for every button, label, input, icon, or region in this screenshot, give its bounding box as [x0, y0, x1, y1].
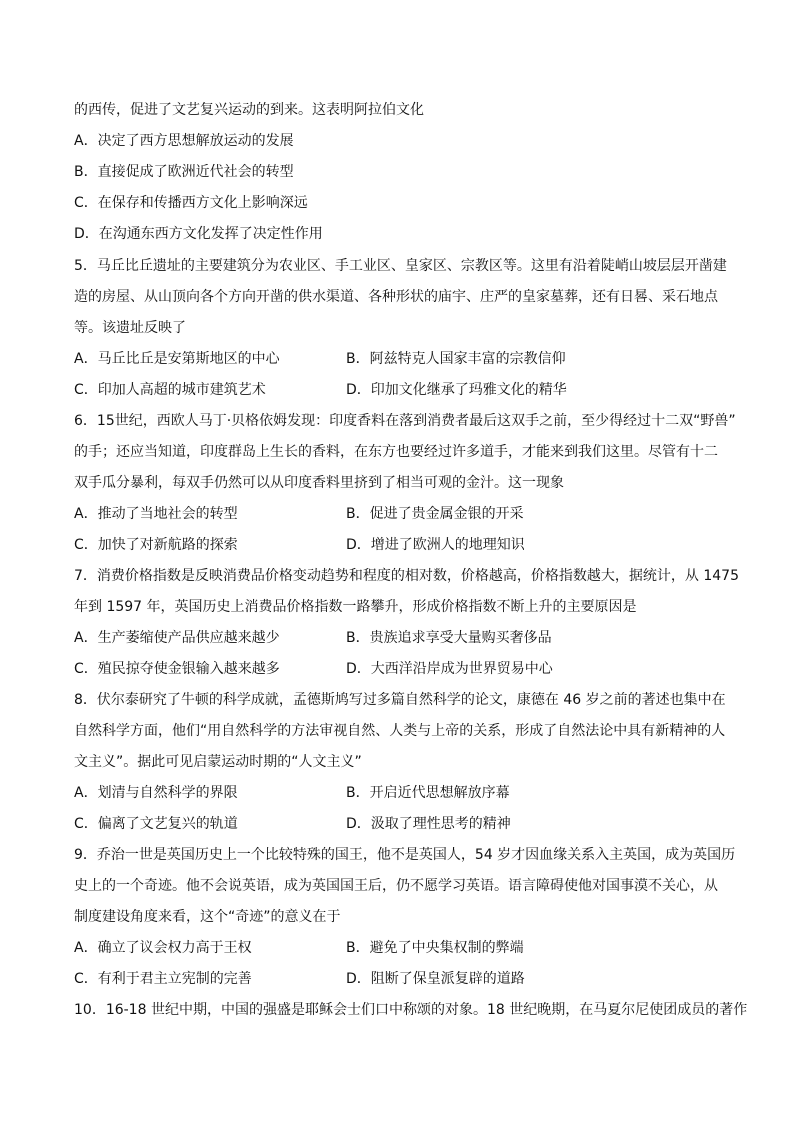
option-line-right: D．印加文化继承了玛雅文化的精华 — [346, 382, 567, 398]
text-line: 等。该遗址反映了 — [74, 320, 186, 336]
text-line: C．在保存和传播西方文化上影响深远 — [74, 195, 308, 211]
option-line-right: D．阻断了保皇派复辟的道路 — [346, 971, 525, 987]
text-line: C．印加人高超的城市建筑艺术 — [74, 382, 266, 398]
option-line-right: D．增进了欧洲人的地理知识 — [346, 537, 525, 553]
text-line: 自然科学方面，他们“用自然科学的方法审视自然、人类与上帝的关系，形成了自然法论中具有新精神的人 — [74, 723, 726, 739]
text-line: 文主义”。据此可见启蒙运动时期的“人文主义” — [74, 754, 362, 770]
text-line: 8．伏尔泰研究了牛顿的科学成就，孟德斯鸠写过多篇自然科学的论文，康德在 46 岁之前的著述也集中在 — [74, 692, 726, 708]
option-line-right: D．大西洋沿岸成为世界贸易中心 — [346, 661, 553, 677]
text-line: C．加快了对新航路的探索 — [74, 537, 238, 553]
text-line: A．确立了议会权力高于王权 — [74, 940, 252, 956]
text-line: 双手瓜分暴利，每双手仍然可以从印度香料里挤到了相当可观的金汁。这一现象 — [74, 475, 564, 491]
text-line: C．殖民掠夺使金银输入越来越多 — [74, 661, 280, 677]
option-line-right: B．避免了中央集权制的弊端 — [346, 940, 524, 956]
text-line: C．偏离了文艺复兴的轨道 — [74, 816, 238, 832]
text-line: 的手；还应当知道，印度群岛上生长的香料，在东方也要经过许多道手，才能来到我们这里。尽管有十二 — [74, 444, 718, 460]
text-line: A．划清与自然科学的界限 — [74, 785, 238, 801]
option-line-right: B．阿兹特克人国家丰富的宗教信仰 — [346, 351, 566, 367]
text-line: B．直接促成了欧洲近代社会的转型 — [74, 164, 294, 180]
text-line: A．推动了当地社会的转型 — [74, 506, 238, 522]
option-line-right: B．开启近代思想解放序幕 — [346, 785, 510, 801]
text-line: 6．15世纪，西欧人马丁·贝格依姆发现：印度香料在落到消费者最后这双手之前，至少得经过十二双“野兽” — [74, 413, 736, 429]
text-line: 制度建设角度来看，这个“奇迹”的意义在于 — [74, 909, 341, 925]
text-line: 7．消费价格指数是反映消费品价格变动趋势和程度的相对数，价格越高，价格指数越大，据统计，从 1475 — [74, 568, 739, 584]
text-line: A．决定了西方思想解放运动的发展 — [74, 133, 294, 149]
text-line: 史上的一个奇迹。他不会说英语，成为英国国王后，仍不愿学习英语。语言障碍使他对国事漠不关心，从 — [74, 878, 718, 894]
text-line: 年到 1597 年，英国历史上消费品价格指数一路攀升，形成价格指数不断上升的主要原因是 — [74, 599, 637, 615]
option-line-right: B．促进了贵金属金银的开采 — [346, 506, 524, 522]
text-line: A．马丘比丘是安第斯地区的中心 — [74, 351, 280, 367]
text-line: 5．马丘比丘遗址的主要建筑分为农业区、手工业区、皇家区、宗教区等。这里有沿着陡峭山坡层层开凿建 — [74, 258, 727, 274]
option-line-right: D．汲取了理性思考的精神 — [346, 816, 511, 832]
text-line: 10．16-18 世纪中期，中国的强盛是耶稣会士们口中称颂的对象。18 世纪晚期，在马夏尔尼使团成员的著作 — [74, 1002, 748, 1018]
option-line-right: B．贵族追求享受大量购买奢侈品 — [346, 630, 552, 646]
text-line: 的西传，促进了文艺复兴运动的到来。这表明阿拉伯文化 — [74, 102, 424, 118]
text-line: 9．乔治一世是英国历史上一个比较特殊的国王，他不是英国人，54 岁才因血缘关系入主英国，成为英国历 — [74, 847, 736, 863]
text-line: C．有利于君主立宪制的完善 — [74, 971, 252, 987]
text-line: A．生产萎缩使产品供应越来越少 — [74, 630, 280, 646]
text-line: D．在沟通东西方文化发挥了决定性作用 — [74, 226, 323, 242]
text-line: 造的房屋、从山顶向各个方向开凿的供水渠道、各种形状的庙宇、庄严的皇家墓葬，还有日晷、采石地点 — [74, 289, 718, 305]
